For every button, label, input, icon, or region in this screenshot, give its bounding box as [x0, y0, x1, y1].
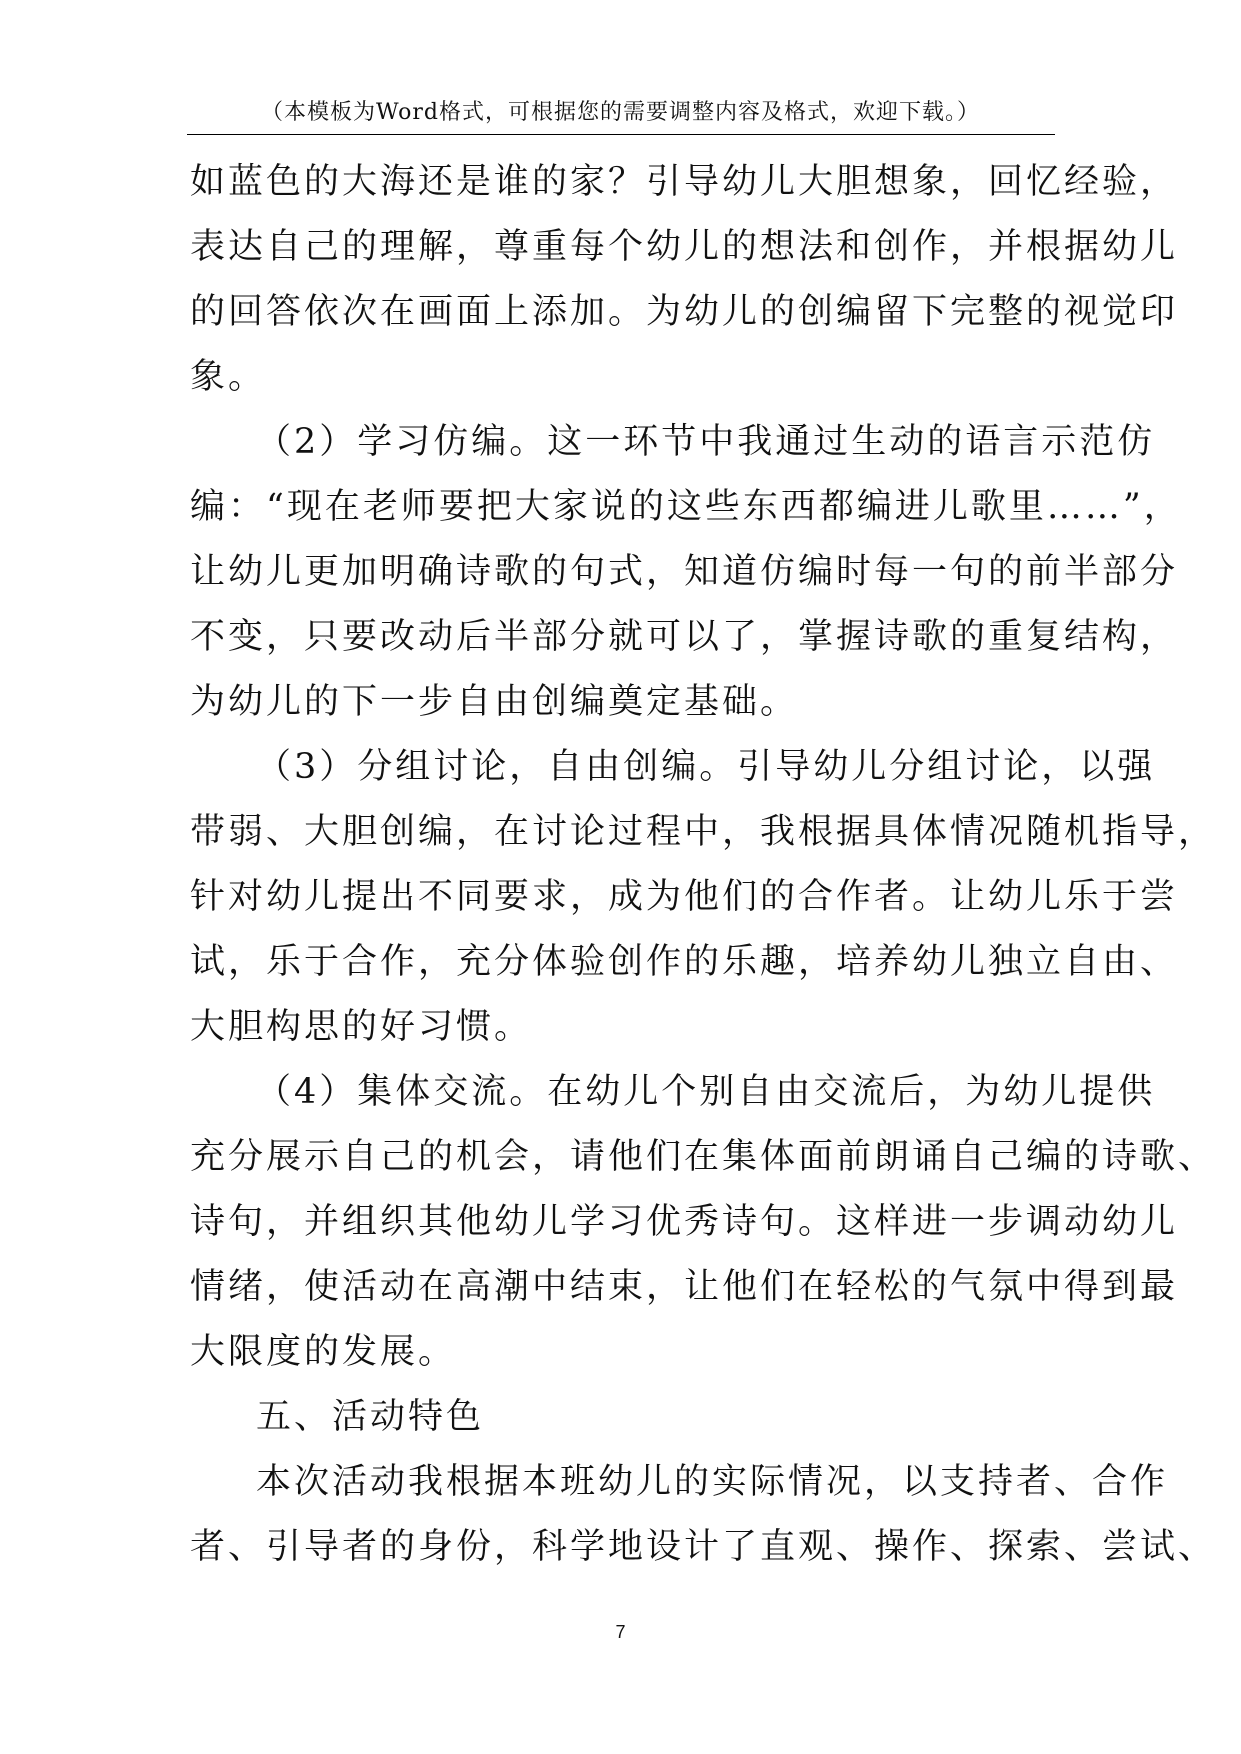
text-line: 大限度的发展。 — [190, 1332, 457, 1372]
text-line: 针对幼儿提出不同要求，成为他们的合作者。让幼儿乐于尝 — [190, 877, 1179, 917]
text-line: 本次活动我根据本班幼儿的实际情况，以支持者、合作 — [256, 1462, 1169, 1502]
text-line: 不变，只要改动后半部分就可以了，掌握诗歌的重复结构， — [190, 617, 1179, 657]
paragraph-heading-line: （2）学习仿编。这一环节中我通过生动的语言示范仿 — [256, 422, 1156, 462]
text-line: 充分展示自己的机会，请他们在集体面前朗诵自己编的诗歌、 — [190, 1137, 1217, 1177]
header-divider — [187, 134, 1055, 135]
text-line: 带弱、大胆创编，在讨论过程中，我根据具体情况随机指导， — [190, 812, 1217, 852]
text-line: 大胆构思的好习惯。 — [190, 1007, 533, 1047]
text-line: 如蓝色的大海还是谁的家？引导幼儿大胆想象，回忆经验， — [190, 162, 1179, 202]
text-line: 试，乐于合作，充分体验创作的乐趣，培养幼儿独立自由、 — [190, 942, 1179, 982]
text-line: 诗句，并组织其他幼儿学习优秀诗句。这样进一步调动幼儿 — [190, 1202, 1179, 1242]
template-header-note: （本模板为Word格式，可根据您的需要调整内容及格式，欢迎下载。） — [261, 100, 980, 125]
text-line: 为幼儿的下一步自由创编奠定基础。 — [190, 682, 799, 722]
body-text — [190, 150, 1217, 1580]
text-line: 让幼儿更加明确诗歌的句式，知道仿编时每一句的前半部分 — [190, 552, 1179, 592]
text-line: 表达自己的理解，尊重每个幼儿的想法和创作，并根据幼儿 — [190, 227, 1179, 267]
text-line: 者、引导者的身份，科学地设计了直观、操作、探索、尝试、 — [190, 1527, 1217, 1567]
text-line: 的回答依次在画面上添加。为幼儿的创编留下完整的视觉印 — [190, 292, 1179, 332]
paragraph-heading-line: （4）集体交流。在幼儿个别自由交流后，为幼儿提供 — [256, 1072, 1156, 1112]
page-number: 7 — [615, 1622, 626, 1642]
paragraph-heading-line: （3）分组讨论，自由创编。引导幼儿分组讨论，以强 — [256, 747, 1156, 787]
section-heading: 五、活动特色 — [256, 1397, 485, 1437]
text-line: 情绪，使活动在高潮中结束，让他们在轻松的气氛中得到最 — [190, 1267, 1179, 1307]
text-line: 象。 — [190, 357, 267, 397]
text-line: 编：“现在老师要把大家说的这些东西都编进儿歌里……”， — [190, 487, 1182, 527]
